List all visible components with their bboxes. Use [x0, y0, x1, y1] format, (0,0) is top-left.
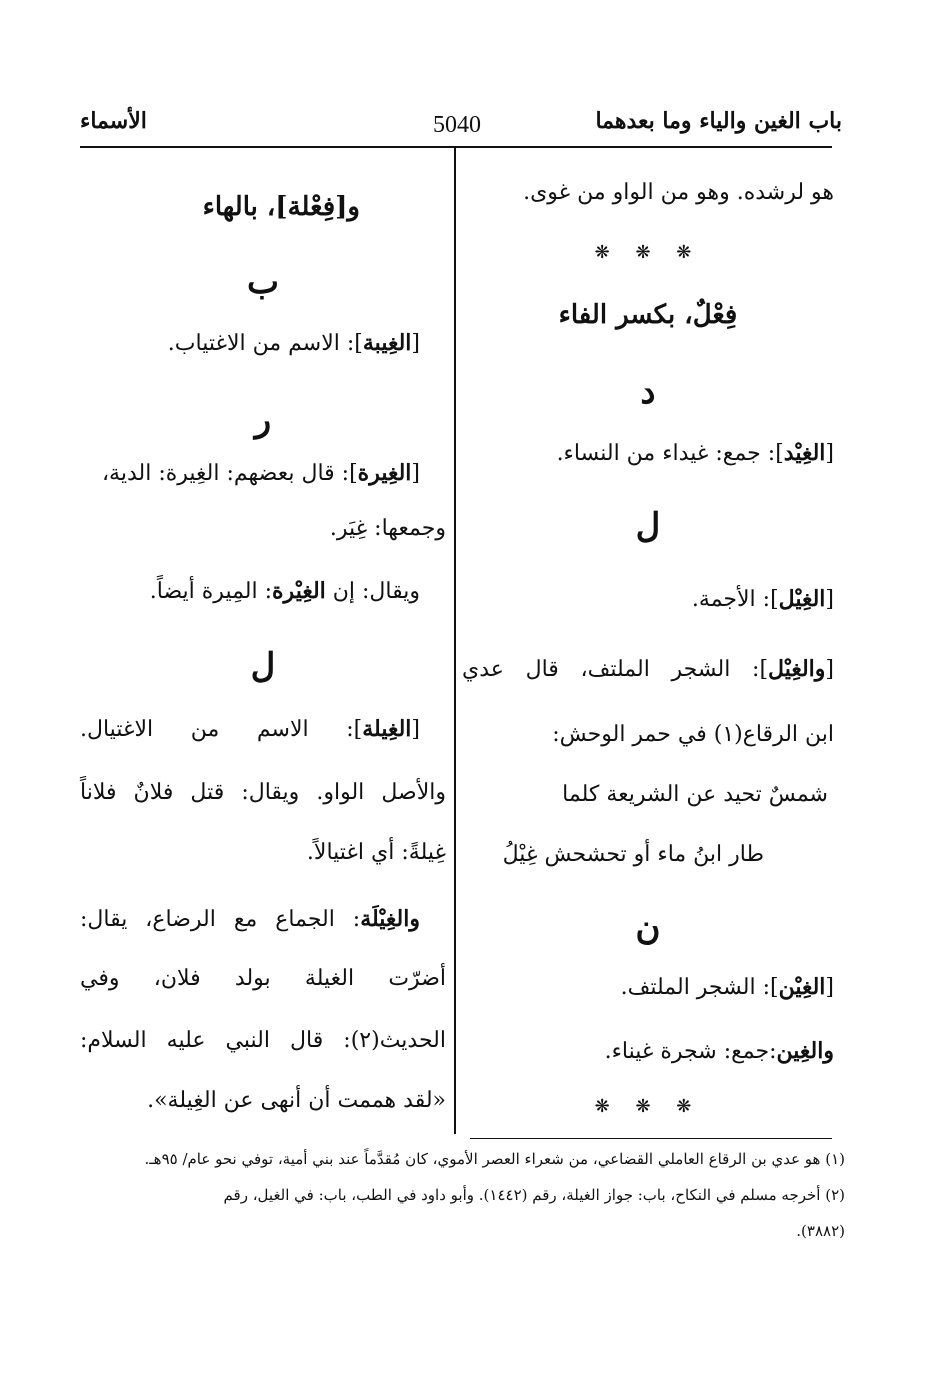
entry-prefix: ويقال: إن	[325, 579, 420, 604]
running-header-title: باب الغين والياء وما بعدهما	[595, 108, 842, 134]
footnote-rule	[470, 1138, 832, 1139]
text-line: أضرّت الغيلة بولد فلان، وفي	[80, 966, 446, 991]
headword: الغِيْرة	[272, 578, 326, 604]
letter-heading: د	[640, 372, 656, 412]
dictionary-entry: [الغِيلة]: الاسم من الاغتيال.	[80, 716, 420, 742]
definition: :جمع: شجرة غيناء.	[604, 1039, 777, 1064]
verse-line: شمسٌ تحيد عن الشريعة كلما	[562, 782, 828, 807]
headword: والغِيْل	[768, 656, 826, 682]
footnote-2: (٢) أخرجه مسلم في النكاح، باب: جواز الغيلة، رقم (١٤٤٢). وأبو داود في الطب، باب: في الغيل، رقم	[223, 1186, 845, 1204]
definition: : الشجر الملتف.	[620, 975, 770, 1000]
page-number: 5040	[433, 112, 481, 138]
headword: والغِين	[776, 1038, 834, 1064]
text-line: الحديث(٢): قال النبي عليه السلام:	[80, 1028, 446, 1053]
headword: الغِيْل	[778, 586, 826, 612]
dictionary-entry	[80, 906, 420, 932]
headword: الغِيلة	[362, 716, 412, 742]
headword: الغِيْد	[783, 440, 826, 466]
headword: الغِيْن	[778, 974, 826, 1000]
dictionary-entry: [والغِيْل]: الشجر الملتف، قال عدي	[462, 656, 834, 682]
definition: : الجماع مع الرضاع، يقال:	[80, 907, 361, 932]
definition: : الشجر الملتف، قال عدي	[462, 657, 760, 682]
text-line: هو لرشده. وهو من الواو من غوى.	[523, 180, 834, 205]
column-divider	[454, 148, 456, 1134]
footnote-1: (١) هو عدي بن الرقاع العاملي القضاعي، من شعراء العصر الأموي، كان مُقدَّماً عند بني أمية، توفي نحو عام/ ٩٥هـ.	[144, 1150, 845, 1168]
dictionary-entry	[150, 578, 420, 604]
section-separator: ❋ ❋ ❋	[594, 1096, 702, 1117]
headword: الغِيبة	[362, 330, 412, 356]
definition: : قال بعضهم: الغِيرة: الدية،	[101, 461, 350, 486]
text-line: ابن الرقاع(١) في حمر الوحش:	[552, 722, 834, 747]
letter-heading: ن	[635, 908, 661, 948]
section-separator: ❋ ❋ ❋	[594, 242, 702, 263]
dictionary-entry: [الغِيبة]: الاسم من الاغتياب.	[167, 330, 420, 356]
dictionary-entry	[605, 1038, 834, 1064]
text-line: «لقد هممت أن أنهى عن الغِيلة».	[147, 1088, 446, 1113]
headword: والغِيْلَة	[360, 906, 420, 932]
section-title: فِعْلٌ، بكسر الفاء	[558, 300, 738, 330]
text-line: والأصل الواو. ويقال: قتل فلانٌ فلاناً	[80, 780, 446, 805]
running-header-section: الأسماء	[80, 108, 147, 134]
dictionary-entry: [الغِيرة]: قال بعضهم: الغِيرة: الدية،	[101, 460, 420, 486]
footnote-2-continuation: (٣٨٨٢).	[796, 1222, 845, 1240]
letter-heading: ر	[254, 400, 272, 440]
header-rule	[80, 146, 832, 148]
definition: : الأجمة.	[691, 587, 771, 612]
definition: : المِيرة أيضاً.	[149, 579, 273, 604]
dictionary-entry: [الغِيْل]: الأجمة.	[691, 586, 834, 612]
dictionary-entry: [الغِيْد]: جمع: غيداء من النساء.	[556, 440, 834, 466]
letter-heading: ب	[246, 262, 279, 302]
definition: : الاسم من الاغتياب.	[167, 331, 355, 356]
text-line: غِيلةً: أي اغتيالاً.	[306, 840, 446, 865]
headword: الغِيرة	[357, 460, 412, 486]
definition: : جمع: غيداء من النساء.	[556, 441, 776, 466]
section-title: و[فِعْلة]، بالهاء	[202, 192, 360, 222]
verse-line: طار ابنُ ماء أو تحشحش غِيْلُ	[502, 842, 764, 867]
dictionary-entry: [الغِيْن]: الشجر الملتف.	[620, 974, 834, 1000]
letter-heading: ل	[250, 646, 276, 686]
definition: : الاسم من الاغتيال.	[80, 717, 354, 742]
letter-heading: ل	[635, 506, 661, 546]
text-line: وجمعها: غِيَر.	[329, 516, 446, 541]
